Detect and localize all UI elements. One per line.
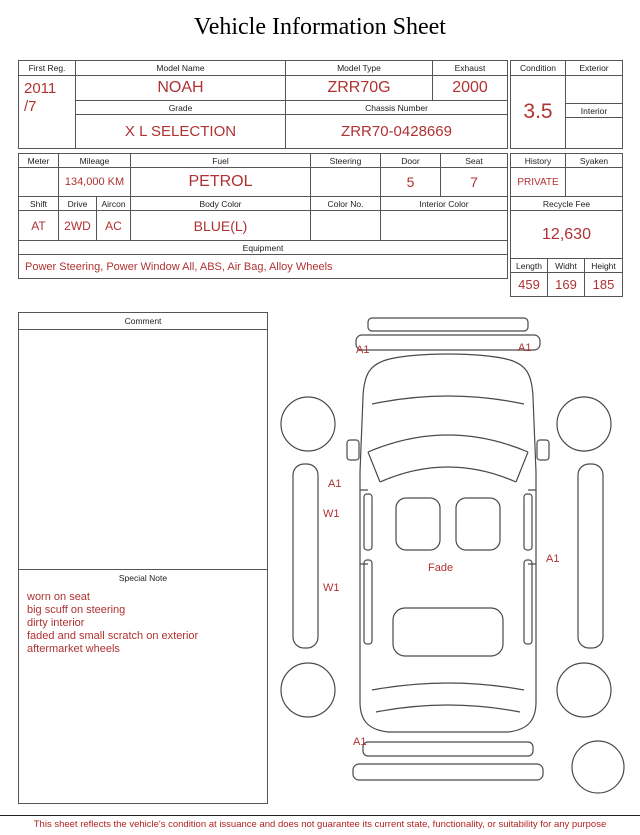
spec-value-row-2 bbox=[19, 211, 508, 241]
body-color-label: Body Color bbox=[131, 197, 311, 211]
main-info-table bbox=[18, 60, 508, 149]
equipment-value: Power Steering, Power Window All, ABS, Air Bag, Alloy Wheels bbox=[19, 255, 508, 279]
dimensions-header-row bbox=[511, 259, 623, 273]
equipment-header-row bbox=[19, 241, 508, 255]
page-title: Vehicle Information Sheet bbox=[194, 14, 446, 40]
color-no-value bbox=[311, 211, 381, 241]
special-note-item: dirty interior bbox=[27, 617, 85, 629]
model-type-value: ZRR70G bbox=[286, 76, 433, 101]
meter-label: Meter bbox=[19, 154, 59, 168]
damage-mark: W1 bbox=[323, 582, 340, 594]
recycle-fee-value-row bbox=[511, 211, 623, 259]
special-notes bbox=[19, 586, 267, 661]
model-name-label: Model Name bbox=[76, 61, 286, 76]
condition-label: Condition bbox=[511, 61, 566, 76]
door-value: 5 bbox=[381, 168, 441, 197]
width-label: Widht bbox=[548, 259, 585, 273]
first-reg-year: 2011 bbox=[24, 80, 57, 97]
comment-area bbox=[19, 330, 267, 569]
height-label: Height bbox=[585, 259, 623, 273]
door-label: Door bbox=[381, 154, 441, 168]
drive-value: 2WD bbox=[59, 211, 97, 241]
fuel-label: Fuel bbox=[131, 154, 311, 168]
history-fee-table bbox=[510, 153, 623, 297]
damage-mark: A1 bbox=[546, 553, 560, 565]
length-value: 459 bbox=[511, 273, 548, 297]
drive-label: Drive bbox=[59, 197, 97, 211]
special-note-item: worn on seat bbox=[27, 591, 90, 603]
steering-value bbox=[311, 168, 381, 197]
damage-mark: A1 bbox=[328, 478, 342, 490]
interior-label: Interior bbox=[566, 104, 623, 118]
spec-header-row-2 bbox=[19, 197, 508, 211]
width-value: 169 bbox=[548, 273, 585, 297]
shift-value: AT bbox=[19, 211, 59, 241]
fuel-value: PETROL bbox=[131, 168, 311, 197]
grade-value: X L SELECTION bbox=[76, 115, 286, 149]
recycle-fee-header-row bbox=[511, 197, 623, 211]
first-reg-label: First Reg. bbox=[19, 61, 76, 76]
exterior-label: Exterior bbox=[566, 61, 623, 76]
equipment-value-row bbox=[19, 255, 508, 279]
seat-label: Seat bbox=[441, 154, 508, 168]
damage-mark: Fade bbox=[428, 562, 454, 574]
chassis-value: ZRR70-0428669 bbox=[286, 115, 508, 149]
syaken-label: Syaken bbox=[566, 154, 623, 168]
comment-title: Comment bbox=[19, 313, 267, 330]
condition-value: 3.5 bbox=[511, 76, 566, 149]
exhaust-value: 2000 bbox=[433, 76, 508, 101]
special-note-item: faded and small scratch on exterior bbox=[27, 630, 199, 642]
history-label: History bbox=[511, 154, 566, 168]
history-value: PRIVATE bbox=[511, 168, 566, 197]
recycle-fee-label: Recycle Fee bbox=[511, 197, 623, 211]
exterior-value bbox=[566, 76, 623, 104]
car-condition-diagram bbox=[268, 312, 636, 810]
disclaimer-text: This sheet reflects the vehicle's condition at issuance and does not guarantee its current state, functionality, or suitability for any purpose bbox=[0, 815, 640, 830]
dimensions-value-row bbox=[511, 273, 623, 297]
syaken-value bbox=[566, 168, 623, 197]
damage-mark: A1 bbox=[518, 342, 532, 354]
chassis-label: Chassis Number bbox=[286, 101, 508, 115]
aircon-value: AC bbox=[97, 211, 131, 241]
model-name-value: NOAH bbox=[76, 76, 286, 101]
interior-value bbox=[566, 118, 623, 149]
comment-box bbox=[18, 312, 268, 804]
recycle-fee-value: 12,630 bbox=[511, 211, 623, 259]
damage-mark: A1 bbox=[356, 344, 370, 356]
condition-table bbox=[510, 60, 623, 149]
special-note-item: aftermarket wheels bbox=[27, 643, 120, 655]
grade-label: Grade bbox=[76, 101, 286, 115]
body-color-value: BLUE(L) bbox=[131, 211, 311, 241]
interior-color-label: Interior Color bbox=[381, 197, 508, 211]
steering-label: Steering bbox=[311, 154, 381, 168]
history-header-row bbox=[511, 154, 623, 168]
car-top-view-drawing bbox=[268, 312, 636, 810]
spec-table bbox=[18, 153, 508, 279]
seat-value: 7 bbox=[441, 168, 508, 197]
special-note-title: Special Note bbox=[19, 569, 267, 586]
color-no-label: Color No. bbox=[311, 197, 381, 211]
mileage-value: 134,000 KM bbox=[59, 168, 131, 197]
first-reg-month: /7 bbox=[24, 98, 37, 115]
length-label: Length bbox=[511, 259, 548, 273]
aircon-label: Aircon bbox=[97, 197, 131, 211]
shift-label: Shift bbox=[19, 197, 59, 211]
history-value-row bbox=[511, 168, 623, 197]
model-type-label: Model Type bbox=[286, 61, 433, 76]
spec-value-row-1 bbox=[19, 168, 508, 197]
spec-header-row-1 bbox=[19, 154, 508, 168]
special-note-item: big scuff on steering bbox=[27, 604, 126, 616]
equipment-label: Equipment bbox=[19, 241, 508, 255]
exhaust-label: Exhaust bbox=[433, 61, 508, 76]
meter-value bbox=[19, 168, 59, 197]
mileage-label: Mileage bbox=[59, 154, 131, 168]
height-value: 185 bbox=[585, 273, 623, 297]
damage-mark: W1 bbox=[323, 508, 340, 520]
damage-mark: A1 bbox=[353, 736, 367, 748]
first-reg-value bbox=[19, 76, 76, 149]
interior-color-value bbox=[381, 211, 508, 241]
